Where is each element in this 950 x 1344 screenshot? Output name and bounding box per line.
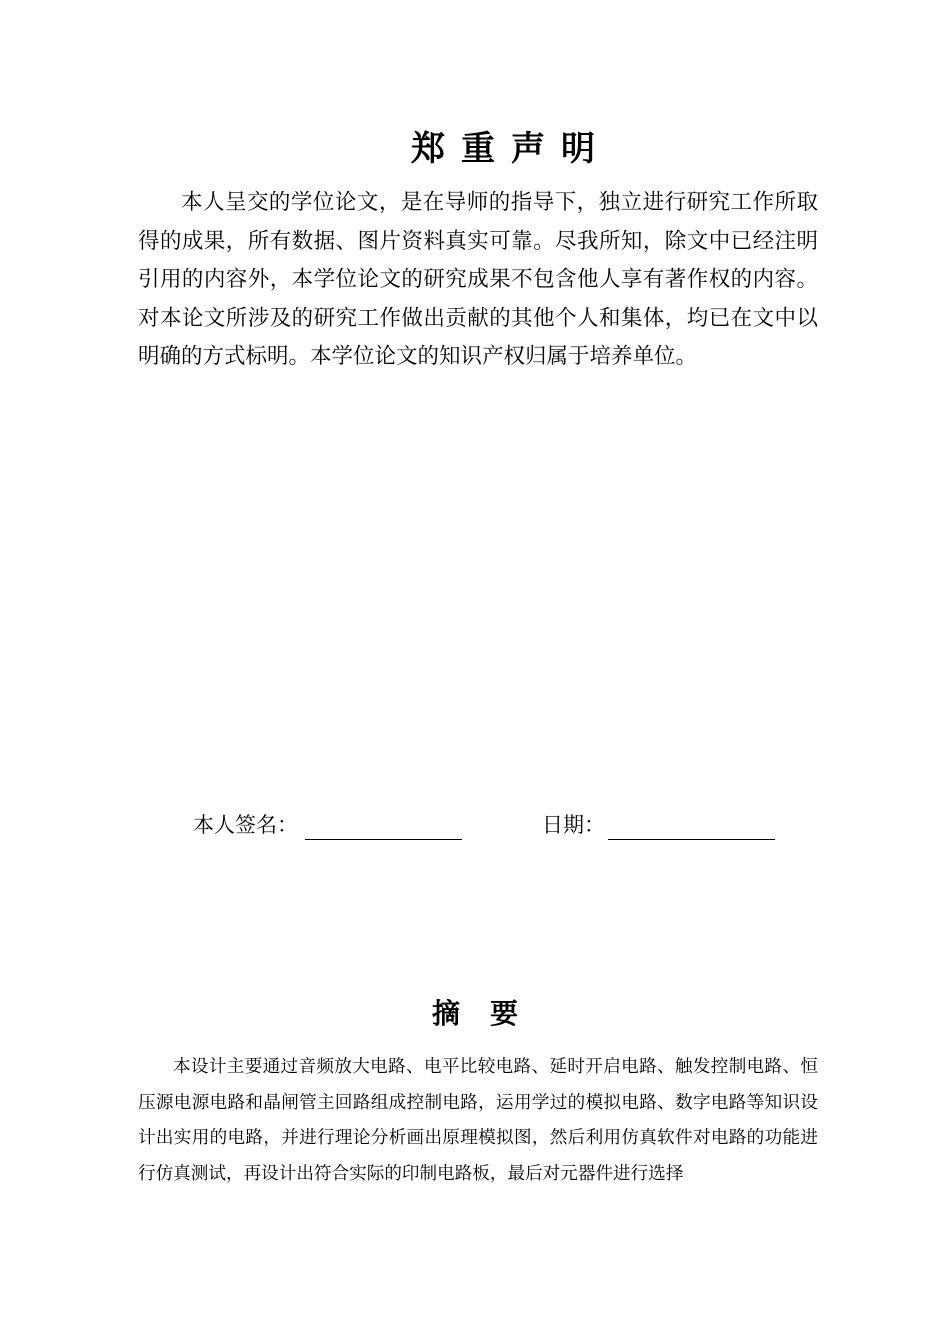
- signature-row: [0, 806, 950, 846]
- date-blank-line: [608, 839, 775, 840]
- declaration-body: 本人呈交的学位论文，是在导师的指导下，独立进行研究工作所取得的成果，所有数据、图片资料真实可靠。尽我所知，除文中已经注明引用的内容外，本学位论文的研究成果不包含他人享有著作权的内容。对本论文所涉及的研究工作做出贡献的其他个人和集体，均已在文中以明确的方式标明。本学位论文的知识产权归属于培养单位。: [138, 190, 818, 369]
- abstract-body: 本设计主要通过音频放大电路、电平比较电路、延时开启电路、触发控制电路、恒压源电源电路和晶闸管主回路组成控制电路，运用学过的模拟电路、数字电路等知识设计出实用的电路，并进行理论分析画出原理模拟图，然后利用仿真软件对电路的功能进行仿真测试，再设计出符合实际的印制电路板，最后对元器件进行选择: [138, 1057, 818, 1184]
- declaration-title: 郑重声明: [411, 129, 611, 169]
- date-label: 日期：: [542, 813, 605, 837]
- abstract-title: 摘要: [431, 997, 548, 1030]
- signature-blank-line: [305, 839, 462, 840]
- signature-label: 本人签名：: [193, 813, 298, 837]
